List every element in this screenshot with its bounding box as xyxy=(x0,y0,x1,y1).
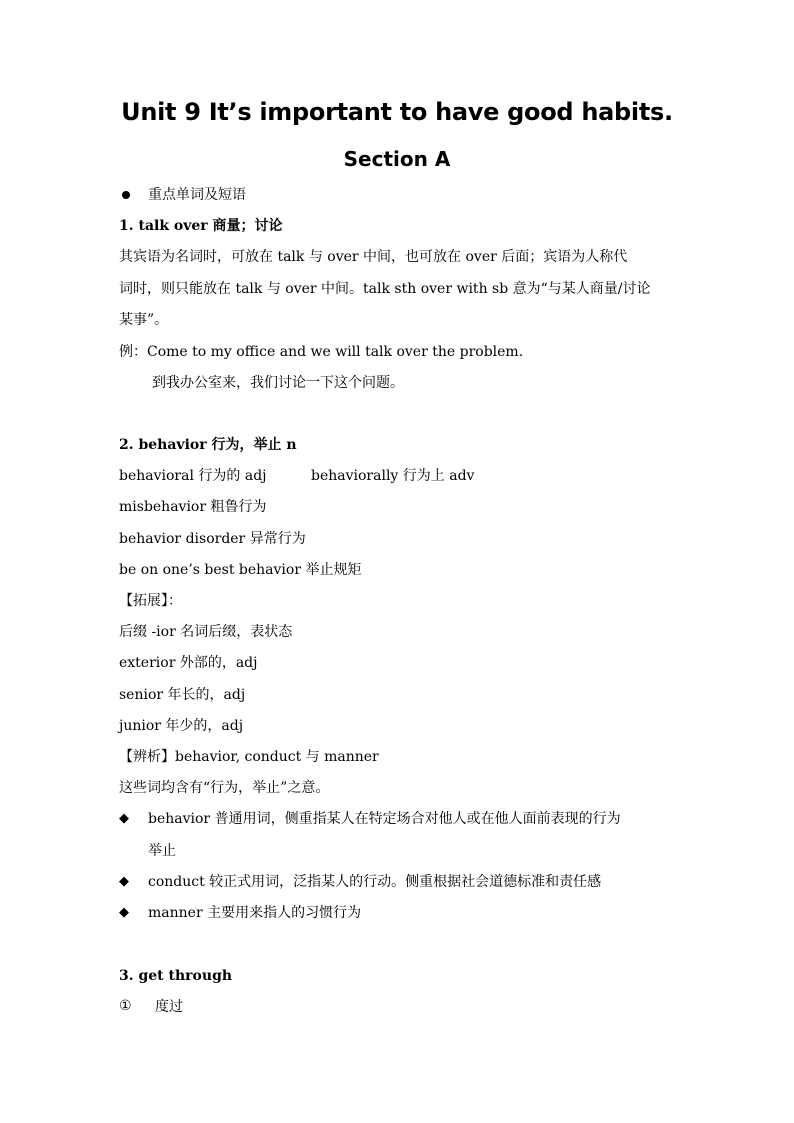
analysis-heading: 【辨析】behavior, conduct 与 manner xyxy=(119,749,379,765)
extension-heading: 【拓展】： xyxy=(119,593,182,609)
extension-line-4: junior 年少的，adj xyxy=(119,718,244,734)
circled-number-icon: ① xyxy=(119,998,132,1014)
item-1-heading: 1. talk over 商量；讨论 xyxy=(119,218,283,234)
item-1-para-line-3: 某事”。 xyxy=(119,312,169,328)
item-2-best-behavior: be on one’s best behavior 举止规矩 xyxy=(119,562,362,578)
analysis-manner: manner 主要用来指人的习惯行为 xyxy=(148,905,362,921)
extension-line-2: exterior 外部的，adj xyxy=(119,655,258,671)
section-title: Section A xyxy=(343,147,451,171)
analysis-behavior: behavior 普通用词，侧重指某人在特定场合对他人或在他人面前表现的行为 xyxy=(148,811,621,827)
item-2-behavioral: behavioral 行为的 adj xyxy=(119,468,267,484)
item-1-example-zh: 到我办公室来，我们讨论一下这个问题。 xyxy=(152,375,404,391)
page-title: Unit 9 It’s important to have good habits. xyxy=(121,98,673,126)
diamond-bullet-icon: ◆ xyxy=(119,905,129,920)
item-1-para-line-2: 词时，则只能放在 talk 与 over 中间。talk sth over with sb 意为“与某人商量/讨论 xyxy=(119,281,651,297)
analysis-intro: 这些词均含有“行为，举止”之意。 xyxy=(119,780,330,796)
vocab-heading: 重点单词及短语 xyxy=(148,187,246,203)
item-2-heading: 2. behavior 行为，举止 n xyxy=(119,437,297,453)
diamond-bullet-icon: ◆ xyxy=(119,874,129,889)
extension-line-1: 后缀 -ior 名词后缀，表状态 xyxy=(119,624,293,640)
diamond-bullet-icon: ◆ xyxy=(119,811,129,826)
item-1-para-line-1: 其宾语为名词时，可放在 talk 与 over 中间，也可放在 over 后面；宾语为人称代 xyxy=(119,249,628,265)
item-1-example-en: 例：Come to my office and we will talk over the problem. xyxy=(119,344,524,360)
analysis-behavior-cont: 举止 xyxy=(148,843,176,859)
item-3-meaning-1: 度过 xyxy=(155,999,183,1015)
item-2-misbehavior: misbehavior 粗鲁行为 xyxy=(119,499,267,515)
item-2-behavior-disorder: behavior disorder 异常行为 xyxy=(119,531,306,547)
bullet-dot-icon xyxy=(122,191,130,199)
analysis-conduct: conduct 较正式用词，泛指某人的行动。侧重根据社会道德标准和责任感 xyxy=(148,874,602,890)
extension-line-3: senior 年长的，adj xyxy=(119,687,246,703)
item-2-behaviorally: behaviorally 行为上 adv xyxy=(311,468,475,484)
item-3-heading: 3. get through xyxy=(119,968,233,984)
